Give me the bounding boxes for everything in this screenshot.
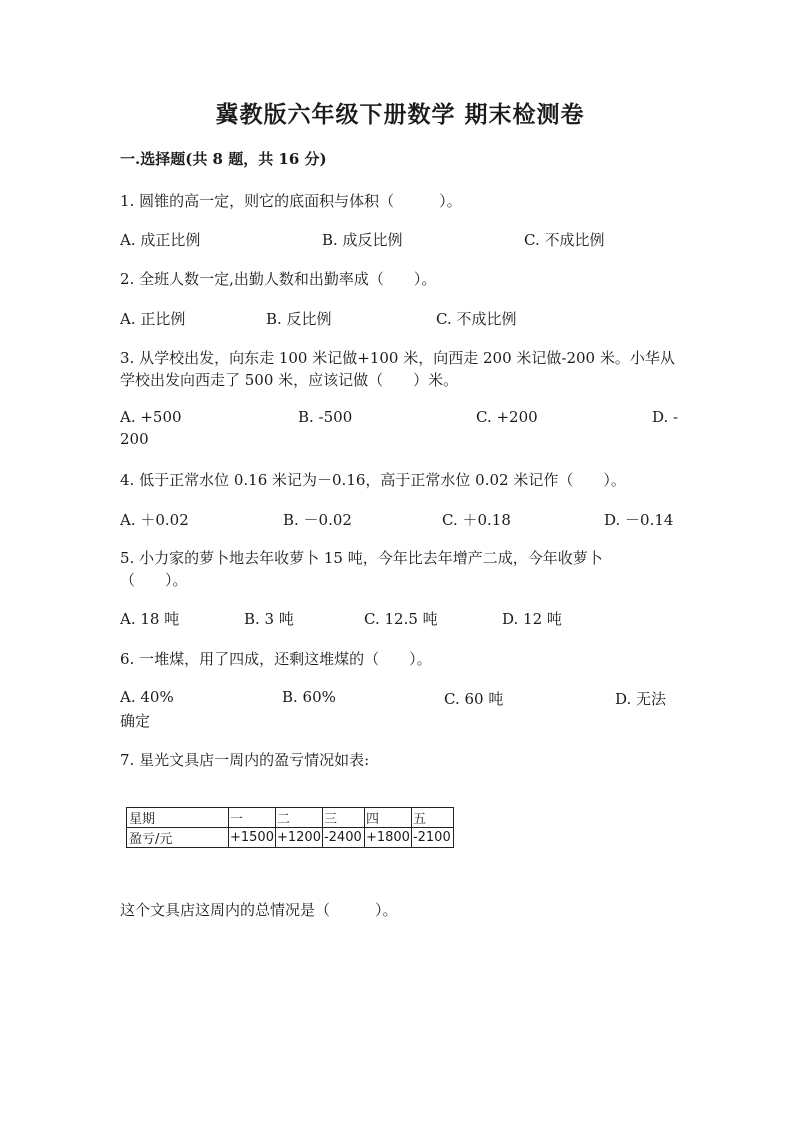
q2-option-c: C. 不成比例 [436, 310, 517, 328]
table-cell: +1200 [275, 828, 322, 848]
question-7-followup: 这个文具店这周内的总情况是（ ）。 [120, 901, 398, 919]
question-4: 4. 低于正常水位 0.16 米记为－0.16，高于正常水位 0.02 米记作（ ）。 [120, 471, 626, 489]
q4-option-a: A. ＋0.02 [120, 511, 189, 529]
q6-option-b: B. 60% [282, 688, 336, 706]
profit-loss-table [126, 807, 454, 848]
page-title: 冀教版六年级下册数学 期末检测卷 [215, 101, 585, 128]
question-3-line-2: 学校出发向西走了 500 米，应该记做（ ）米。 [120, 371, 459, 389]
section-heading: 一.选择题(共 8 题，共 16 分) [120, 150, 327, 168]
q6-option-c: C. 60 吨 [444, 690, 504, 708]
table-cell: +1500 [229, 828, 276, 848]
table-header-cell: 五 [411, 808, 453, 828]
q5-option-c: C. 12.5 吨 [364, 610, 438, 628]
question-5-line-2: （ ）。 [120, 571, 188, 589]
question-2: 2. 全班人数一定,出勤人数和出勤率成（ ）。 [120, 270, 437, 288]
q2-option-a: A. 正比例 [120, 310, 186, 328]
q6-option-d-wrap: 确定 [120, 712, 151, 730]
question-6: 6. 一堆煤，用了四成，还剩这堆煤的（ ）。 [120, 650, 432, 668]
q3-option-c: C. +200 [476, 408, 538, 426]
q5-option-a: A. 18 吨 [120, 610, 180, 628]
q6-option-a: A. 40% [120, 688, 174, 706]
q2-option-b: B. 反比例 [266, 310, 332, 328]
q1-option-c: C. 不成比例 [524, 231, 605, 249]
q4-option-d: D. －0.14 [604, 511, 674, 529]
table-header-cell: 星期 [127, 808, 229, 828]
table-row-profit-loss [127, 828, 454, 848]
table-cell: -2100 [411, 828, 453, 848]
table-header-cell: 四 [364, 808, 411, 828]
q3-option-d-wrap: 200 [120, 430, 149, 448]
question-7: 7. 星光文具店一周内的盈亏情况如表: [120, 751, 370, 769]
table-header-cell: 一 [229, 808, 276, 828]
q1-option-a: A. 成正比例 [120, 231, 201, 249]
table-header-cell: 二 [275, 808, 322, 828]
q5-option-d: D. 12 吨 [502, 610, 562, 628]
q3-option-b: B. -500 [298, 408, 353, 426]
table-cell: +1800 [364, 828, 411, 848]
q3-option-d: D. - [652, 408, 679, 426]
q4-option-c: C. ＋0.18 [442, 511, 511, 529]
q1-option-b: B. 成反比例 [322, 231, 403, 249]
question-3-line-1: 3. 从学校出发，向东走 100 米记做+100 米，向西走 200 米记做-200 米。小华从 [120, 349, 675, 367]
table-cell: 盈亏/元 [127, 828, 229, 848]
table-cell: -2400 [322, 828, 364, 848]
q3-option-a: A. +500 [120, 408, 182, 426]
table-row-weekday [127, 808, 454, 828]
q4-option-b: B. －0.02 [283, 511, 352, 529]
q5-option-b: B. 3 吨 [244, 610, 294, 628]
question-1: 1. 圆锥的高一定，则它的底面积与体积（ ）。 [120, 192, 462, 210]
q6-option-d: D. 无法 [615, 690, 667, 708]
question-5-line-1: 5. 小力家的萝卜地去年收萝卜 15 吨，今年比去年增产二成，今年收萝卜 [120, 549, 603, 567]
table-header-cell: 三 [322, 808, 364, 828]
